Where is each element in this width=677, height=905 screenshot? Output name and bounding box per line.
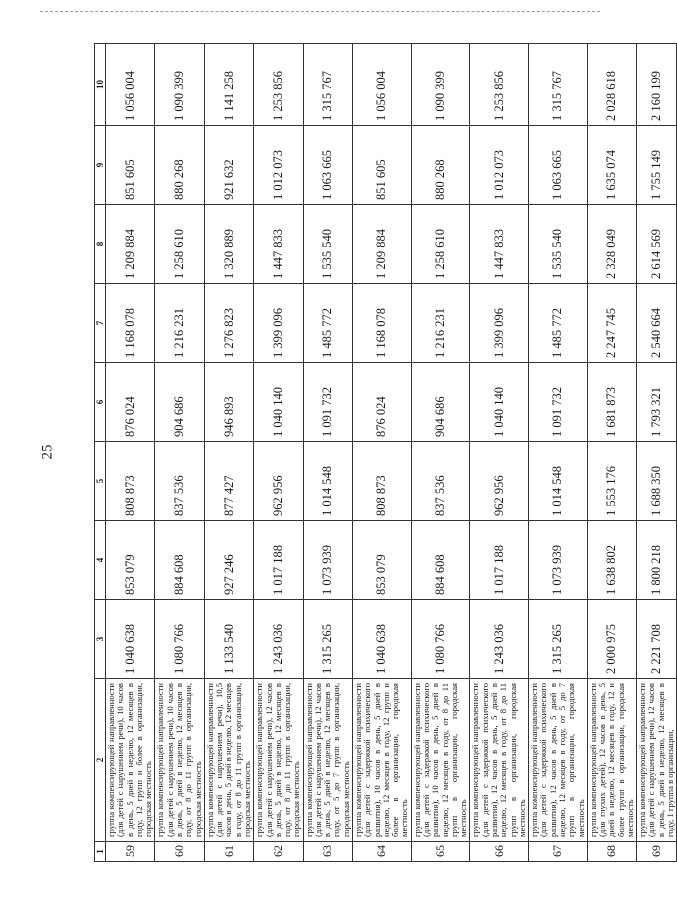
value-cell: 1 447 833 xyxy=(470,205,529,284)
row-number: 63 xyxy=(303,842,352,862)
value-cell: 1 063 665 xyxy=(303,126,352,205)
value-cell: 1 216 231 xyxy=(411,284,470,363)
value-cell: 2 028 618 xyxy=(587,44,636,126)
value-cell: 2 540 664 xyxy=(637,284,677,363)
header-cell: 5 xyxy=(95,442,106,521)
row-description: группа компенсирующей направленности (для детей с задержкой психического развития), 12 часов в день, 5 дней в неделю, 12 месяцев в году, от 8 до 11 групп в организации, городская местность xyxy=(470,679,529,842)
value-cell: 962 956 xyxy=(254,442,303,521)
value-cell: 962 956 xyxy=(470,442,529,521)
header-cell: 8 xyxy=(95,205,106,284)
value-cell: 1 315 767 xyxy=(529,44,588,126)
row-description: группа компенсирующей направленности (для глухих детей), 12 часов в день, 5 дней в неделю, 12 месяцев в году, 12 и более групп в организации, городская местность xyxy=(587,679,636,842)
value-cell: 1 315 265 xyxy=(529,600,588,679)
value-cell: 946 893 xyxy=(204,363,253,442)
value-cell: 1 638 802 xyxy=(587,521,636,600)
value-cell: 1 209 884 xyxy=(106,205,155,284)
header-cell: 6 xyxy=(95,363,106,442)
value-cell: 1 017 188 xyxy=(254,521,303,600)
table-body xyxy=(106,44,677,862)
value-cell: 1 014 548 xyxy=(529,442,588,521)
value-cell: 1 535 540 xyxy=(303,205,352,284)
header-cell: 1 xyxy=(95,842,106,862)
row-description: группа компенсирующей направленности (для детей с нарушением речи), 12 часов в день, 5 дней в неделю, 12 месяцев в году, от 8 до 11 групп в организации, городская местность xyxy=(254,679,303,842)
value-cell: 1 315 265 xyxy=(303,600,352,679)
table-row xyxy=(637,44,677,862)
value-cell: 1 315 767 xyxy=(303,44,352,126)
row-description: группа компенсирующей направленности (для детей с задержкой психического развития), 12 часов в день, 5 дней в неделю, 12 месяцев в году, от 5 до 7 групп в организации, городская местность xyxy=(529,679,588,842)
header-cell: 2 xyxy=(95,679,106,842)
row-number: 69 xyxy=(637,842,677,862)
value-cell: 884 608 xyxy=(411,521,470,600)
header-cell: 9 xyxy=(95,126,106,205)
value-cell: 851 605 xyxy=(353,126,412,205)
header-cell: 3 xyxy=(95,600,106,679)
value-cell: 2 247 745 xyxy=(587,284,636,363)
value-cell: 1 243 036 xyxy=(254,600,303,679)
table-row xyxy=(155,44,204,862)
value-cell: 904 686 xyxy=(411,363,470,442)
value-cell: 927 246 xyxy=(204,521,253,600)
value-cell: 1 141 258 xyxy=(204,44,253,126)
row-description: группа компенсирующей направленности (для детей с нарушением речи), 10,5 часов в день, 5 дней в неделю, 12 месяцев в году, от 8 до 11 групп в организации, городская местность xyxy=(204,679,253,842)
value-cell: 1 399 096 xyxy=(254,284,303,363)
value-cell: 2 328 049 xyxy=(587,205,636,284)
value-cell: 880 268 xyxy=(411,126,470,205)
value-cell: 1 635 074 xyxy=(587,126,636,205)
value-cell: 2 614 569 xyxy=(637,205,677,284)
table-row xyxy=(254,44,303,862)
value-cell: 1 012 073 xyxy=(470,126,529,205)
row-number: 62 xyxy=(254,842,303,862)
value-cell: 876 024 xyxy=(106,363,155,442)
value-cell: 1 133 540 xyxy=(204,600,253,679)
value-cell: 1 080 766 xyxy=(411,600,470,679)
row-description: группа компенсирующей направленности (для детей с задержкой психического развития), 10 часов в день, 5 дней в неделю, 12 месяцев в году, от 8 до 11 групп в организации, городская местность xyxy=(411,679,470,842)
header-cell: 7 xyxy=(95,284,106,363)
rotated-table-wrapper xyxy=(94,44,676,862)
value-cell: 921 632 xyxy=(204,126,253,205)
table-row xyxy=(204,44,253,862)
row-number: 67 xyxy=(529,842,588,862)
row-number: 59 xyxy=(106,842,155,862)
value-cell: 1 399 096 xyxy=(470,284,529,363)
value-cell: 1 017 188 xyxy=(470,521,529,600)
row-number: 64 xyxy=(353,842,412,862)
value-cell: 1 258 610 xyxy=(411,205,470,284)
header-cell: 4 xyxy=(95,521,106,600)
value-cell: 1 073 939 xyxy=(303,521,352,600)
value-cell: 1 012 073 xyxy=(254,126,303,205)
value-cell: 1 216 231 xyxy=(155,284,204,363)
row-description: группа компенсирующей направленности (для детей с нарушением речи), 12 часов в день, 5 дней в неделю, 12 месяцев в году, от 5 до 7 групп в организации, городская местность xyxy=(303,679,352,842)
row-description: группа компенсирующей направленности (для детей с нарушением речи), 10 часов в день, 5 дней в неделю, 12 месяцев в году, от 8 до 11 групп в организации, городская местность xyxy=(155,679,204,842)
value-cell: 808 873 xyxy=(106,442,155,521)
table-row xyxy=(470,44,529,862)
value-cell: 2 160 199 xyxy=(637,44,677,126)
value-cell: 1 091 732 xyxy=(303,363,352,442)
value-cell: 1 063 665 xyxy=(529,126,588,205)
value-cell: 1 090 399 xyxy=(411,44,470,126)
table-row xyxy=(411,44,470,862)
cost-table xyxy=(94,43,677,862)
value-cell: 877 427 xyxy=(204,442,253,521)
value-cell: 851 605 xyxy=(106,126,155,205)
value-cell: 1 040 140 xyxy=(254,363,303,442)
value-cell: 837 536 xyxy=(155,442,204,521)
value-cell: 1 056 004 xyxy=(106,44,155,126)
value-cell: 880 268 xyxy=(155,126,204,205)
value-cell: 1 276 823 xyxy=(204,284,253,363)
table-row xyxy=(303,44,352,862)
row-number: 68 xyxy=(587,842,636,862)
table-row xyxy=(587,44,636,862)
value-cell: 1 681 873 xyxy=(587,363,636,442)
header-cell: 10 xyxy=(95,44,106,126)
row-description: группа компенсирующей направленности (для детей с нарушением речи), 10 часов в день, 5 дней в неделю, 12 месяцев в году, 12 групп и более в организации, городская местность xyxy=(106,679,155,842)
table-row xyxy=(529,44,588,862)
value-cell: 1 485 772 xyxy=(303,284,352,363)
value-cell: 1 168 078 xyxy=(106,284,155,363)
value-cell: 1 253 856 xyxy=(470,44,529,126)
value-cell: 1 755 149 xyxy=(637,126,677,205)
row-number: 65 xyxy=(411,842,470,862)
value-cell: 1 258 610 xyxy=(155,205,204,284)
table-row xyxy=(106,44,155,862)
value-cell: 1 091 732 xyxy=(529,363,588,442)
value-cell: 1 209 884 xyxy=(353,205,412,284)
value-cell: 876 024 xyxy=(353,363,412,442)
row-description: группа компенсирующей направленности (для детей с задержкой психического развития), 10 часов в день, 5 дней в неделю, 12 месяцев в году, 12 групп и более в организации, городская местность xyxy=(353,679,412,842)
value-cell: 904 686 xyxy=(155,363,204,442)
value-cell: 1 040 140 xyxy=(470,363,529,442)
value-cell: 1 535 540 xyxy=(529,205,588,284)
value-cell: 1 090 399 xyxy=(155,44,204,126)
value-cell: 837 536 xyxy=(411,442,470,521)
value-cell: 1 447 833 xyxy=(254,205,303,284)
value-cell: 1 793 321 xyxy=(637,363,677,442)
value-cell: 1 553 176 xyxy=(587,442,636,521)
value-cell: 2 000 975 xyxy=(587,600,636,679)
header-row xyxy=(95,44,106,862)
table-row xyxy=(353,44,412,862)
value-cell: 1 080 766 xyxy=(155,600,204,679)
value-cell: 1 253 856 xyxy=(254,44,303,126)
value-cell: 1 040 638 xyxy=(353,600,412,679)
value-cell: 853 079 xyxy=(353,521,412,600)
value-cell: 853 079 xyxy=(106,521,155,600)
value-cell: 1 688 350 xyxy=(637,442,677,521)
value-cell: 1 243 036 xyxy=(470,600,529,679)
value-cell: 1 056 004 xyxy=(353,44,412,126)
page-number: 25 xyxy=(39,444,56,460)
value-cell: 1 073 939 xyxy=(529,521,588,600)
value-cell: 808 873 xyxy=(353,442,412,521)
row-number: 61 xyxy=(204,842,253,862)
top-scan-line xyxy=(40,11,600,12)
row-number: 60 xyxy=(155,842,204,862)
table-container xyxy=(94,44,676,862)
value-cell: 1 040 638 xyxy=(106,600,155,679)
value-cell: 1 485 772 xyxy=(529,284,588,363)
row-number: 66 xyxy=(470,842,529,862)
value-cell: 1 800 218 xyxy=(637,521,677,600)
value-cell: 2 221 708 xyxy=(637,600,677,679)
value-cell: 884 608 xyxy=(155,521,204,600)
row-description: группа компенсирующей направленности (для детей с нарушением речи), 12 часов в день, 5 дней в неделю, 12 месяцев в году, 1 группа в организации, xyxy=(637,679,677,842)
value-cell: 1 168 078 xyxy=(353,284,412,363)
value-cell: 1 014 548 xyxy=(303,442,352,521)
value-cell: 1 320 889 xyxy=(204,205,253,284)
